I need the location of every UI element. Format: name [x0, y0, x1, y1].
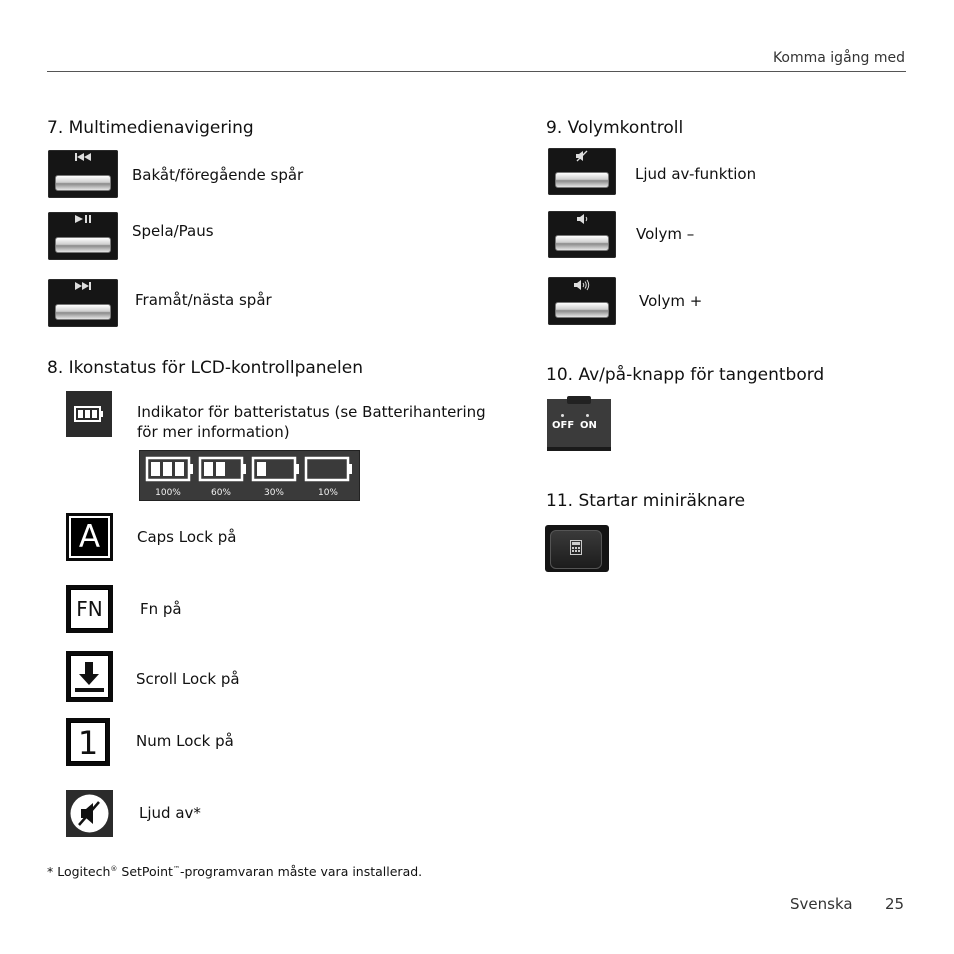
on-label: ON — [580, 420, 597, 431]
next-track-icon — [48, 281, 118, 295]
volume-up-key — [548, 277, 616, 325]
battery-10-icon — [306, 458, 352, 480]
battery-30-icon — [253, 458, 299, 480]
volume-down-label: Volym – — [636, 225, 695, 243]
caps-lock-icon — [66, 513, 113, 561]
battery-level-label: 10% — [317, 488, 338, 498]
footer-language: Svenska — [790, 895, 853, 913]
num-lock-label: Num Lock på — [136, 732, 234, 750]
battery-60-icon — [200, 458, 246, 480]
footnote-prefix: * Logitech — [47, 864, 111, 879]
registered-mark: ® — [110, 864, 118, 873]
battery-level-label: 30% — [263, 488, 284, 498]
footnote-suffix: -programvaran måste vara installerad. — [179, 864, 423, 879]
mute-speaker-icon — [548, 150, 616, 166]
battery-status-label: Indikator för batteristatus (se Batterihantering för mer information) — [137, 403, 486, 441]
previous-track-label: Bakåt/föregående spår — [132, 166, 304, 184]
volume-up-icon — [548, 279, 616, 295]
battery-100-icon — [147, 458, 193, 480]
trademark-mark: ™ — [172, 864, 180, 873]
key-cap — [55, 175, 111, 191]
footnote-product: SetPoint — [117, 864, 173, 879]
play-pause-icon — [48, 214, 118, 228]
power-switch-image — [547, 399, 611, 451]
mute-function-label: Ljud av-funktion — [635, 165, 757, 183]
mute-label: Ljud av* — [139, 804, 201, 822]
mute-icon — [66, 790, 113, 837]
fn-glyph: FN — [76, 597, 103, 621]
lcd-heading: 8. Ikonstatus för LCD-kontrollpanelen — [47, 358, 363, 378]
calculator-key-image — [545, 525, 609, 572]
caps-lock-label: Caps Lock på — [137, 528, 237, 546]
play-pause-label: Spela/Paus — [132, 222, 214, 240]
volume-down-icon — [548, 213, 616, 229]
battery-level-label: 60% — [210, 488, 231, 498]
num-lock-glyph: 1 — [77, 724, 99, 762]
on-indicator-dot — [586, 414, 589, 417]
key-cap — [555, 302, 609, 318]
caps-lock-glyph: A — [78, 519, 101, 555]
volume-heading: 9. Volymkontroll — [546, 118, 684, 138]
scroll-lock-icon — [66, 651, 113, 702]
header-rule — [47, 71, 906, 72]
battery-status-icon — [66, 391, 112, 437]
volume-up-label: Volym + — [639, 292, 703, 310]
switch-edge — [547, 447, 611, 451]
calculator-icon — [570, 540, 582, 555]
footnote — [47, 864, 422, 879]
fn-icon — [66, 585, 113, 633]
battery-level-label: 100% — [155, 488, 181, 498]
switch-slider — [567, 396, 591, 404]
num-lock-icon — [66, 718, 110, 766]
previous-track-key — [48, 150, 118, 198]
battery-levels-strip — [139, 450, 360, 501]
off-label: OFF — [552, 420, 575, 431]
fn-label: Fn på — [140, 600, 182, 618]
key-cap — [55, 237, 111, 253]
next-track-label: Framåt/nästa spår — [135, 291, 272, 309]
power-heading: 10. Av/på-knapp för tangentbord — [546, 365, 825, 385]
previous-track-icon — [48, 152, 118, 166]
calculator-heading: 11. Startar miniräknare — [546, 491, 746, 511]
page-number: 25 — [885, 895, 905, 913]
key-cap — [55, 304, 111, 320]
running-header: Komma igång med — [772, 50, 905, 66]
next-track-key — [48, 279, 118, 327]
volume-down-key — [548, 211, 616, 258]
scroll-lock-label: Scroll Lock på — [136, 670, 240, 688]
off-indicator-dot — [561, 414, 564, 417]
mute-key — [548, 148, 616, 195]
key-cap — [555, 235, 609, 251]
play-pause-key — [48, 212, 118, 260]
key-cap — [555, 172, 609, 188]
multimedia-heading: 7. Multimedienavigering — [47, 118, 254, 138]
